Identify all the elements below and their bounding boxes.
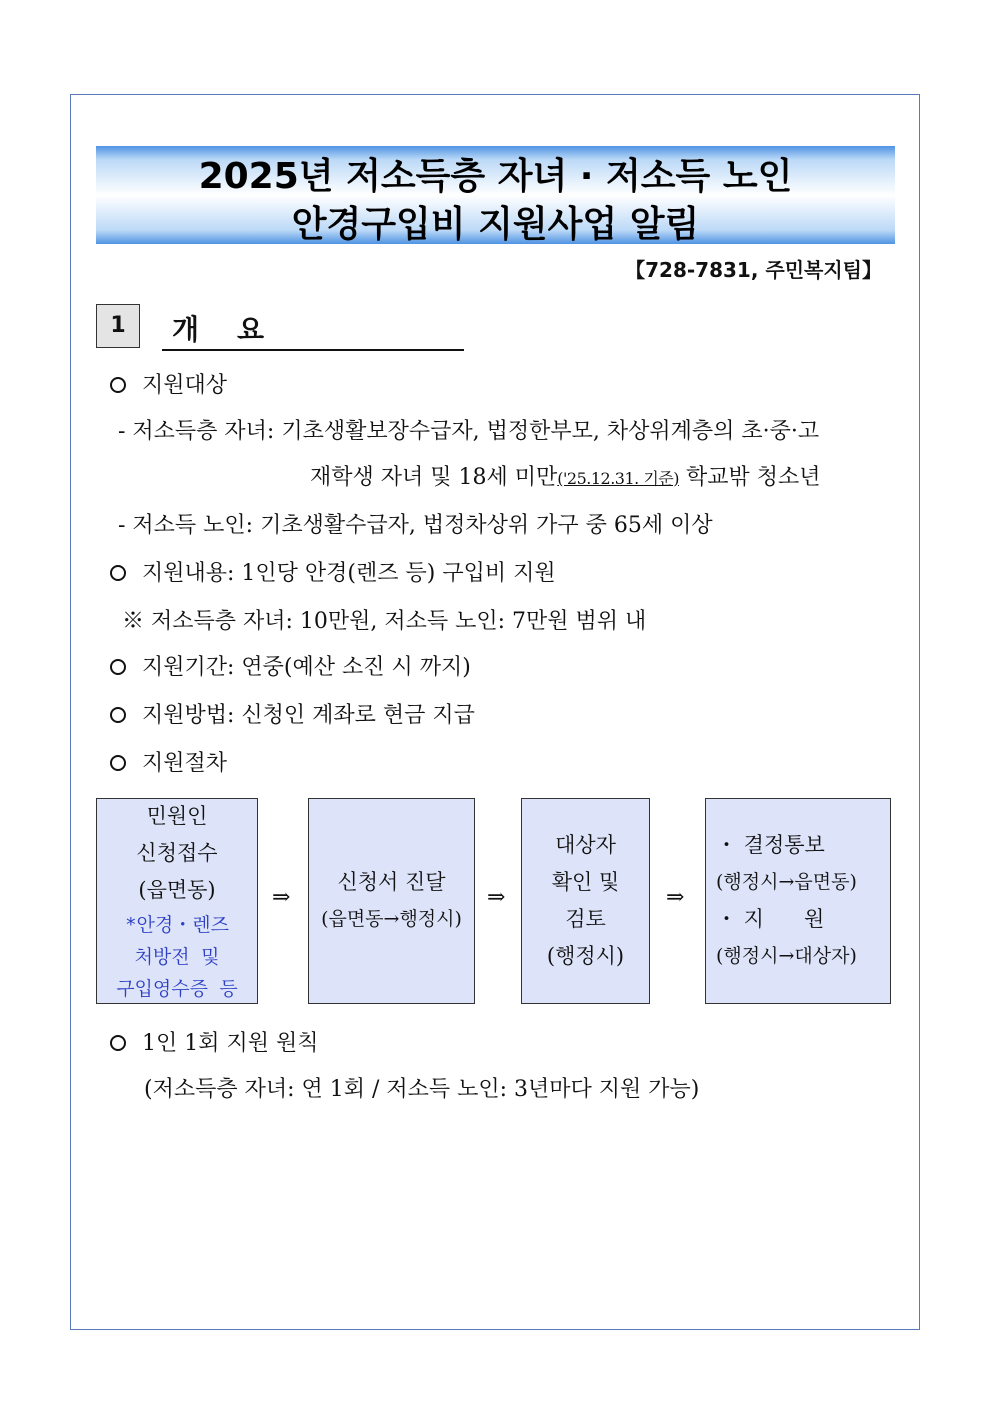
flow-step1-note3: 구입영수증 등 [116, 977, 238, 1000]
principle-line [110, 1026, 319, 1057]
procedure-line [110, 746, 227, 777]
flow-arrow-icon: ⇒ [272, 885, 291, 910]
content-line [110, 556, 556, 587]
flow-arrow-icon: ⇒ [487, 885, 506, 910]
flow-step2-line2: (읍면동→행정시) [321, 908, 462, 930]
flow-step1-note1: *안경・렌즈 [125, 913, 229, 936]
content-note: ※ 저소득층 자녀: 10만원, 저소득 노인: 7만원 범위 내 [122, 609, 647, 634]
contact-info: 【728-7831, 주민복지팀】 [625, 258, 882, 282]
period-line [110, 650, 471, 681]
flow-step3-line1: 대상자 [555, 833, 616, 857]
period-text: 지원기간: 연중(예산 소진 시 까지) [142, 655, 471, 680]
circle-bullet-icon [110, 565, 126, 581]
flow-step3-line3: 검토 [565, 907, 606, 931]
flow-step4-line1: ・ 결정통보 [716, 833, 825, 857]
flow-step3-line4: (행정시) [546, 944, 625, 968]
title-line-1: 2025년 저소득층 자녀 · 저소득 노인 [198, 156, 793, 197]
circle-bullet-icon [110, 377, 126, 393]
flow-step4-line4: (행정시→대상자) [716, 945, 857, 967]
circle-bullet-icon [110, 707, 126, 723]
section-title: 개요 [172, 313, 303, 346]
principle-text: 1인 1회 지원 원칙 [142, 1031, 319, 1056]
flow-step-application [96, 798, 258, 1004]
flow-step-transfer [308, 798, 475, 1004]
target-label-line [110, 368, 227, 399]
flow-step1-note2: 처방전 및 [134, 945, 220, 968]
target-elder-line: - 저소득 노인: 기초생활수급자, 법정차상위 가구 중 65세 이상 [118, 513, 713, 538]
method-line [110, 698, 475, 729]
flow-step4-line2: (행정시→읍면동) [716, 871, 857, 893]
flow-step1-line2: 신청접수 [136, 840, 218, 865]
section-number: 1 [96, 304, 140, 348]
section-underline [162, 349, 464, 351]
flow-step1-line1: 민원인 [146, 803, 208, 828]
title-banner [96, 146, 895, 244]
flow-arrow-icon: ⇒ [666, 885, 685, 910]
target-child-line-2 [310, 460, 820, 491]
target-child-line-1: - 저소득층 자녀: 기초생활보장수급자, 법정한부모, 차상위계층의 초·중·고 [118, 419, 820, 444]
flow-step2-line1: 신청서 진달 [337, 870, 446, 894]
flow-step1-line3: (읍면동) [138, 877, 216, 902]
procedure-label: 지원절차 [142, 751, 228, 776]
method-text: 지원방법: 신청인 계좌로 현금 지급 [142, 703, 475, 728]
content-text: 지원내용: 1인당 안경(렌즈 등) 구입비 지원 [142, 561, 556, 586]
principle-detail: (저소득층 자녀: 연 1회 / 저소득 노인: 3년마다 지원 가능) [144, 1077, 700, 1102]
flow-step-decision [705, 798, 891, 1004]
circle-bullet-icon [110, 755, 126, 771]
flow-step3-line2: 확인 및 [551, 870, 620, 894]
target-child-tail: 학교밖 청소년 [678, 465, 821, 490]
title-line-2: 안경구입비 지원사업 알림 [291, 204, 700, 245]
target-child-text: 재학생 자녀 및 18세 미만 [310, 465, 558, 490]
target-child-date: ('25.12.31. 기준) [557, 469, 679, 488]
circle-bullet-icon [110, 1035, 126, 1051]
circle-bullet-icon [110, 659, 126, 675]
flow-step-review [521, 798, 650, 1004]
target-label: 지원대상 [142, 373, 228, 398]
flow-step4-line3: ・ 지 원 [716, 907, 825, 931]
